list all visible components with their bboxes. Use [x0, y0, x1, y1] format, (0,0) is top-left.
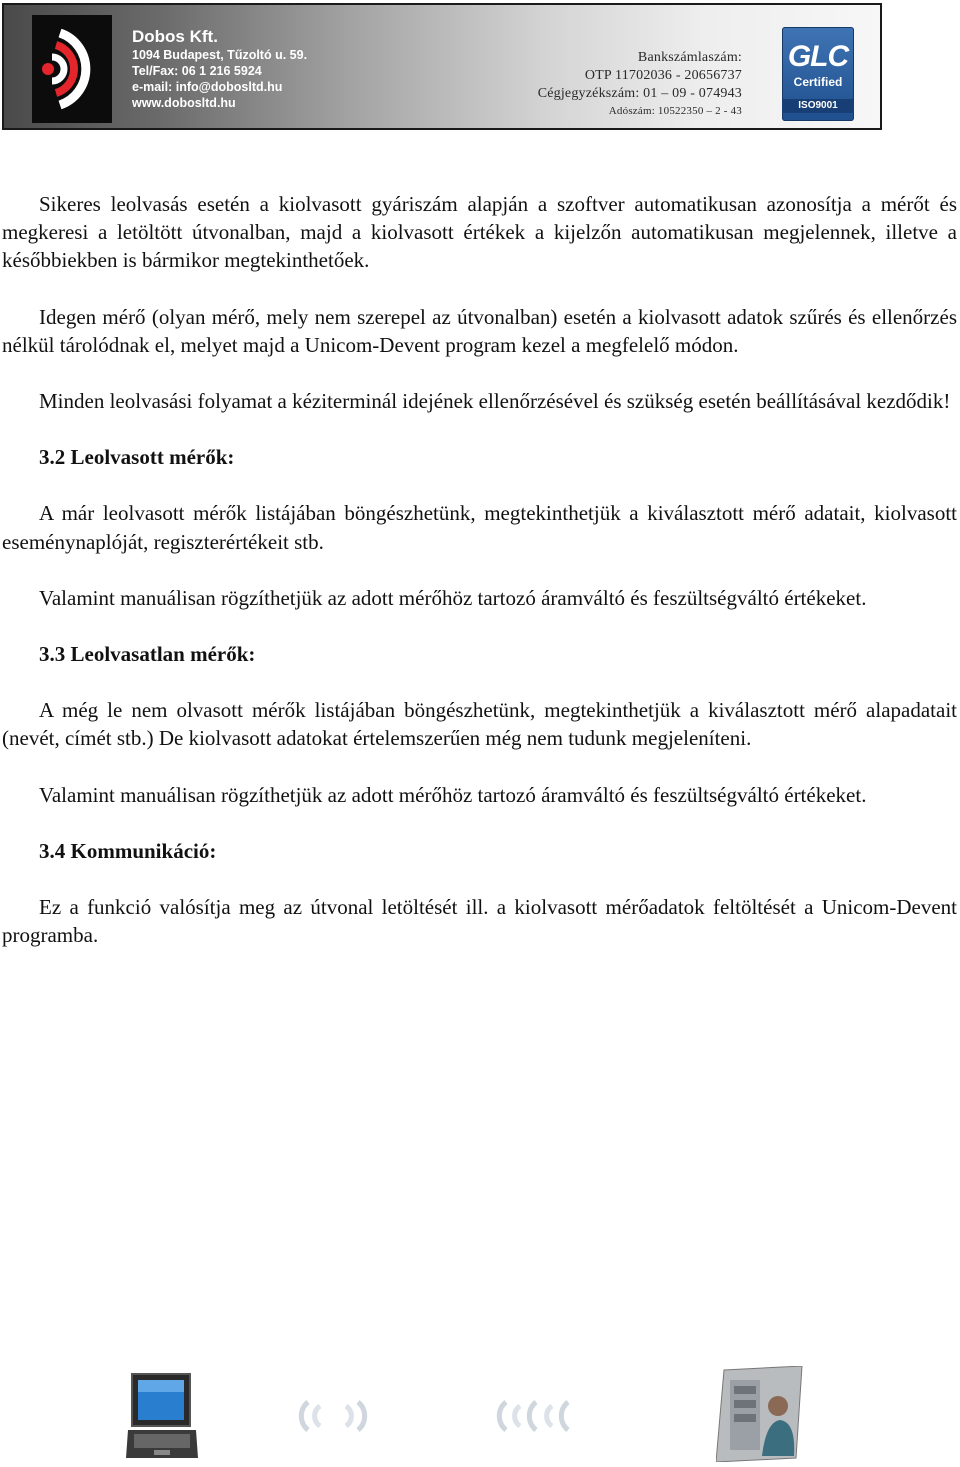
company-email: e-mail: info@dobosltd.hu	[132, 80, 283, 94]
bank-label: Bankszámlaszám:	[637, 50, 742, 65]
wireless-signal-icon	[288, 1396, 378, 1441]
cert-standard: ISO9001	[782, 99, 854, 113]
tax-number: Adószám: 10522350 – 2 - 43	[608, 105, 742, 117]
cert-logo-text: GLC	[787, 40, 849, 73]
company-registration: Cégjegyzékszám: 01 – 09 - 074943	[537, 86, 742, 101]
company-website: www.dobosltd.hu	[132, 96, 236, 110]
section-heading: 3.4 Kommunikáció:	[39, 838, 217, 863]
letterhead	[2, 3, 882, 130]
wireless-signal-icon	[492, 1396, 584, 1441]
section-heading: 3.3 Leolvasatlan mérők:	[39, 642, 256, 667]
company-info	[132, 27, 307, 111]
dobos-logo-icon	[32, 15, 112, 123]
paragraph: Valamint manuálisan rögzíthetjük az adott mérőhöz tartozó áramváltó és feszültségváltó értékeket.	[39, 585, 867, 610]
paragraph: Sikeres leolvasás esetén a kiolvasott gyáriszám alapján a szoftver automatikusan azonosítja a mérőt és megkeresi a letöltött útvonalban, majd a kiolvasott értékek a kijelzőn automatikusan megjelennek, illetve a későbbiekben is bármikor megtekinthetőek.	[2, 192, 957, 273]
paragraph: A még le nem olvasott mérők listájában böngészhetünk, megtekinthetjük a kiválasztott mérő alapadatait (nevét, címét stb.) De kiolvasott adatokat értelemszerűen még nem tudunk megjeleníteni.	[2, 698, 957, 751]
paragraph: Ez a funkció valósítja meg az útvonal letöltését ill. a kiolvasott mérőadatok feltöltését a Unicom-Devent programba.	[2, 895, 957, 948]
paragraph: Minden leolvasási folyamat a kéziterminál idejének ellenőrzésével és szükség esetén beállításával kezdődik!	[39, 389, 951, 414]
glc-certified-icon	[782, 27, 854, 121]
paragraph: Idegen mérő (olyan mérő, mely nem szerepel az útvonalban) esetén a kiolvasott adatok szűrés és ellenőrzés nélkül tárolódnak el, melyet majd a Unicom-Devent program kezel a megfelelő módon.	[2, 304, 957, 357]
company-name: Dobos Kft.	[132, 27, 218, 46]
bank-account: OTP 11702036 - 20656737	[584, 68, 742, 83]
company-phone: Tel/Fax: 06 1 216 5924	[132, 64, 262, 78]
technician-photo-icon	[716, 1366, 804, 1467]
section-heading: 3.2 Leolvasott mérők:	[39, 445, 235, 470]
company-address: 1094 Budapest, Tűzoltó u. 59.	[132, 48, 308, 62]
bank-info	[538, 49, 742, 120]
paragraph: Valamint manuálisan rögzíthetjük az adott mérőhöz tartozó áramváltó és feszültségváltó értékeket.	[39, 782, 867, 807]
document-body	[2, 190, 957, 949]
paragraph: A már leolvasott mérők listájában böngészhetünk, megtekinthetjük a kiválasztott mérő adatait, kiolvasott eseménynaplóját, regiszterértékeit stb.	[2, 501, 957, 554]
laptop-icon	[126, 1372, 200, 1467]
cert-text: Certified	[793, 75, 843, 89]
